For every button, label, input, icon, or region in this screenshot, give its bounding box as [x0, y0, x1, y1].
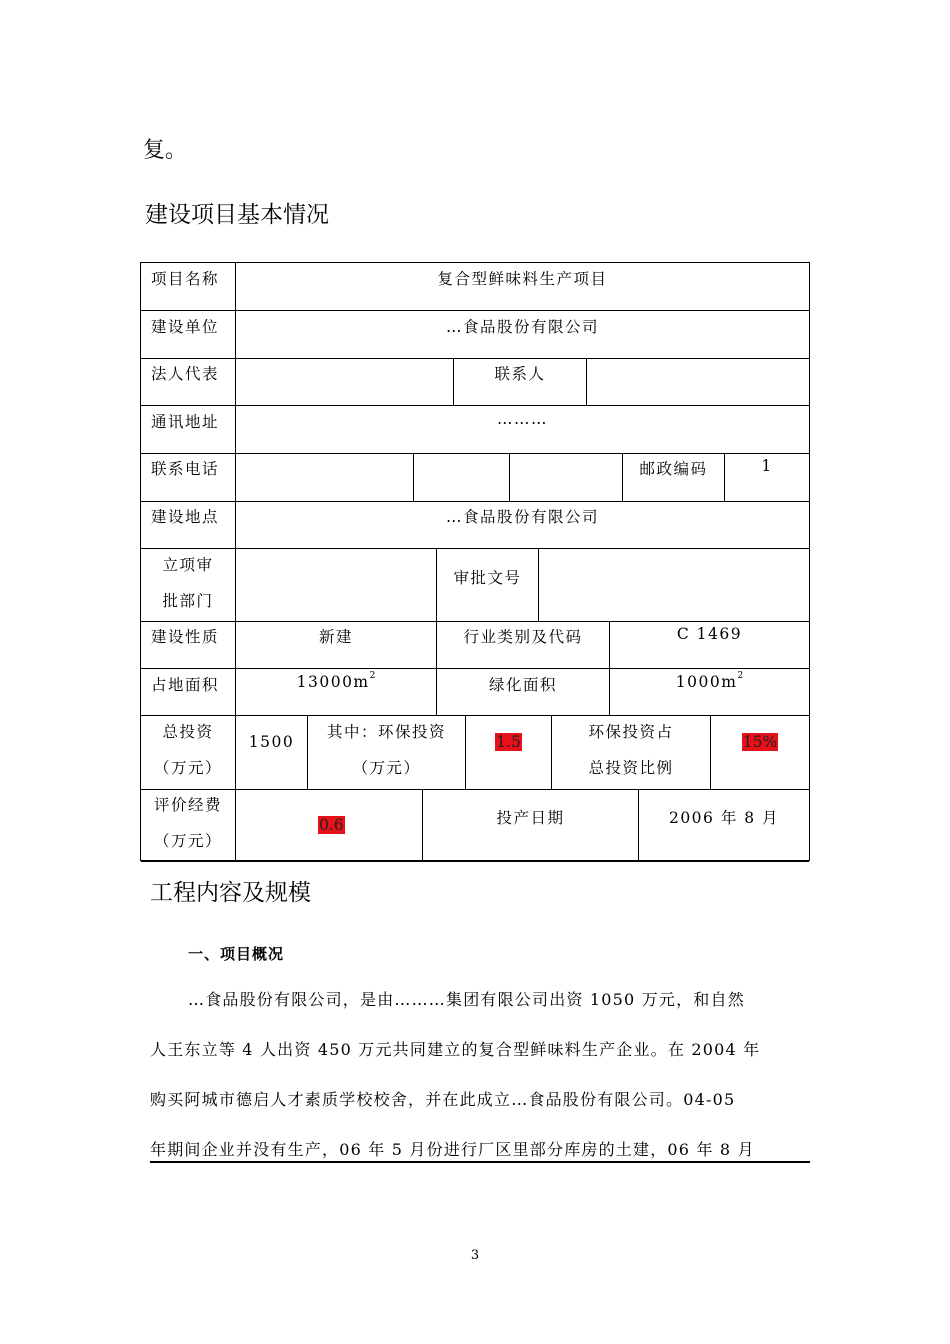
- bottom-rule: [150, 1161, 810, 1163]
- paragraph-line: 购买阿城市德启人才素质学校校舍，并在此成立…食品股份有限公司。04-05: [150, 1090, 736, 1109]
- page-number: 3: [470, 1248, 480, 1263]
- continuation-text: 复。: [143, 138, 188, 163]
- section-title-basic-info: 建设项目基本情况: [145, 202, 329, 228]
- postcode-value: 1: [761, 457, 773, 475]
- label-approval-dept-1: 立项审: [162, 556, 214, 574]
- builder-value: …食品股份有限公司: [445, 318, 599, 336]
- paragraph-line: 人王东立等 4 人出资 450 万元共同建立的复合型鲜味料生产企业。在 2004 年: [150, 1040, 761, 1059]
- section-title-engineering: 工程内容及规模: [150, 880, 311, 906]
- label-address: 通讯地址: [151, 413, 220, 431]
- site-value: …食品股份有限公司: [445, 508, 599, 526]
- label-postcode: 邮政编码: [639, 460, 708, 478]
- prod-date-value: 2006 年 8 月: [668, 809, 780, 827]
- label-land-area: 占地面积: [151, 676, 220, 694]
- label-eval-fee-1: 评价经费: [153, 796, 222, 814]
- label-nature: 建设性质: [151, 628, 220, 646]
- label-env-invest-1: 其中：环保投资: [326, 723, 446, 741]
- label-env-invest-2: （万元）: [352, 759, 421, 777]
- project-info-table: [140, 262, 810, 861]
- label-site: 建设地点: [151, 508, 220, 526]
- label-industry: 行业类别及代码: [463, 628, 583, 646]
- env-ratio-value: 15%: [742, 733, 778, 751]
- label-phone: 联系电话: [151, 460, 220, 478]
- label-env-ratio-1: 环保投资占: [588, 723, 674, 741]
- label-total-invest-1: 总投资: [162, 723, 214, 741]
- paragraph-line: 年期间企业并没有生产，06 年 5 月份进行厂区里部分库房的土建，06 年 8 月: [150, 1140, 755, 1159]
- total-invest-value: 1500: [248, 733, 295, 751]
- label-total-invest-2: （万元）: [153, 759, 222, 777]
- label-approval-doc: 审批文号: [453, 569, 522, 587]
- eval-fee-value: 0.6: [319, 816, 344, 834]
- label-builder: 建设单位: [151, 318, 220, 336]
- address-value: ………: [497, 410, 548, 428]
- land-area-value: $13000m^2$: [296, 671, 376, 691]
- label-contact: 联系人: [494, 365, 546, 383]
- paragraph-line: …食品股份有限公司，是由………集团有限公司出资 1050 万元，和自然: [188, 990, 745, 1009]
- nature-value: 新建: [318, 628, 353, 646]
- label-prod-date: 投产日期: [496, 809, 565, 827]
- industry-code-value: C 1469: [676, 625, 743, 643]
- overview-paragraph: [150, 975, 800, 1175]
- label-eval-fee-2: （万元）: [153, 832, 222, 850]
- green-area-value: $1000m^2$: [675, 671, 744, 691]
- subheading-overview: 一、项目概况: [188, 945, 285, 963]
- project-name-value: 复合型鲜味料生产项目: [437, 270, 608, 288]
- env-invest-value: 1.5: [496, 733, 521, 751]
- label-project-name: 项目名称: [151, 270, 220, 288]
- label-green-area: 绿化面积: [488, 676, 557, 694]
- label-env-ratio-2: 总投资比例: [588, 759, 674, 777]
- label-legal-rep: 法人代表: [151, 365, 220, 383]
- label-approval-dept-2: 批部门: [162, 592, 214, 610]
